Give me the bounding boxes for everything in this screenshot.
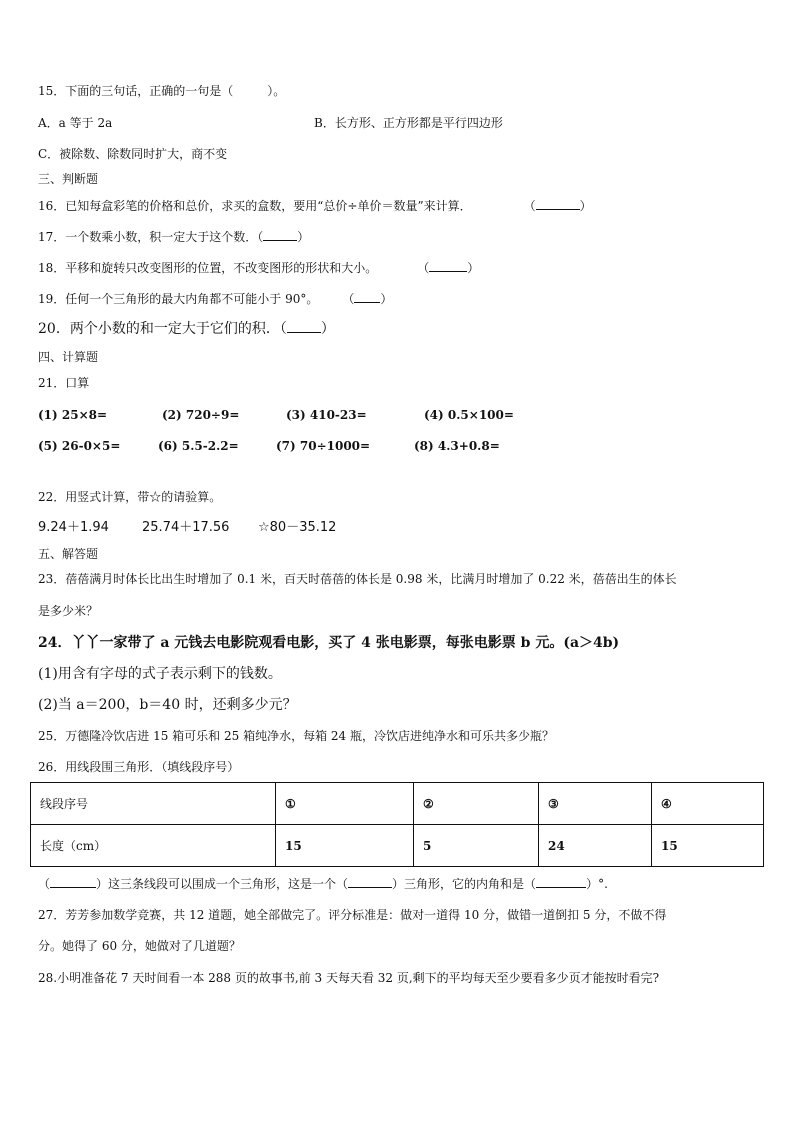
oral-calc-item: (4) 0.5×100= bbox=[424, 408, 514, 422]
vertical-calc-expression: ☆80－35.12 bbox=[258, 520, 337, 535]
vertical-calc-expression: 9.24＋1.94 bbox=[38, 520, 109, 535]
question-15-option-b: B．长方形、正方形都是平行四边形 bbox=[314, 116, 503, 130]
oral-calc-item: (5) 26-0×5= bbox=[38, 439, 121, 453]
section-heading-judgement: 三、判断题 bbox=[38, 172, 99, 186]
question-16: 16．已知每盒彩笔的价格和总价，求买的盒数，要用“总价÷单价＝数量”来计算． （ ） bbox=[38, 199, 592, 213]
answer-blank[interactable] bbox=[50, 876, 96, 888]
answer-blank[interactable] bbox=[536, 876, 586, 888]
question-26-title: 26．用线段围三角形．（填线段序号） bbox=[38, 760, 240, 774]
section-heading-word-problems: 五、解答题 bbox=[38, 547, 99, 561]
question-25: 25．万德隆冷饮店进 15 箱可乐和 25 箱纯净水，每箱 24 瓶，冷饮店进纯净水和可乐共多少瓶？ bbox=[38, 729, 554, 743]
table-header-cell: ① bbox=[276, 783, 414, 825]
question-23-line-2: 是多少米？ bbox=[38, 604, 99, 618]
table-header-cell: 线段序号 bbox=[31, 783, 276, 825]
section-heading-calculation: 四、计算题 bbox=[38, 350, 99, 364]
answer-blank[interactable] bbox=[536, 198, 580, 210]
question-24-part-2: (2)当 a＝200，b＝40 时，还剩多少元？ bbox=[38, 697, 297, 713]
question-28: 28.小明准备花 7 天时间看一本 288 页的故事书,前 3 天每天看 32 页,剩下的平均每天至少要看多少页才能按时看完? bbox=[38, 971, 660, 985]
table-cell: 5 bbox=[414, 825, 539, 867]
oral-calc-item: (6) 5.5-2.2= bbox=[158, 439, 239, 453]
question-15-option-c: C．被除数、除数同时扩大，商不变 bbox=[38, 147, 228, 161]
question-24-line-1: 24．丫丫一家带了 a 元钱去电影院观看电影，买了 4 张电影票，每张电影票 b 元。(a＞4b) bbox=[38, 635, 620, 651]
table-cell: 15 bbox=[276, 825, 414, 867]
question-22-title: 22．用竖式计算，带☆的请验算。 bbox=[38, 490, 222, 504]
question-24-part-1: (1)用含有字母的式子表示剩下的钱数。 bbox=[38, 666, 282, 682]
question-18: 18．平移和旋转只改变图形的位置，不改变图形的形状和大小。 （ ） bbox=[38, 261, 480, 275]
answer-blank[interactable] bbox=[348, 876, 392, 888]
question-27-line-2: 分。她得了 60 分，她做对了几道题？ bbox=[38, 939, 241, 953]
table-header-cell: ③ bbox=[539, 783, 652, 825]
oral-calc-item: (2) 720÷9= bbox=[162, 408, 240, 422]
question-27-line-1: 27．芳芳参加数学竞赛，共 12 道题，她全部做完了。评分标准是：做对一道得 10 分，做错一道倒扣 5 分，不做不得 bbox=[38, 908, 667, 922]
answer-blank[interactable] bbox=[287, 321, 321, 333]
table-cell: 24 bbox=[539, 825, 652, 867]
question-23-line-1: 23．蓓蓓满月时体长比出生时增加了 0.1 米，百天时蓓蓓的体长是 0.98 米，比满月时增加了 0.22 米，蓓蓓出生的体长 bbox=[38, 572, 677, 586]
answer-blank[interactable] bbox=[429, 260, 467, 272]
table-header-cell: ④ bbox=[652, 783, 764, 825]
question-17: 17．一个数乘小数，积一定大于这个数．（ ） bbox=[38, 230, 310, 244]
table-cell: 15 bbox=[652, 825, 764, 867]
answer-blank[interactable] bbox=[263, 229, 297, 241]
segment-table bbox=[30, 782, 764, 867]
oral-calc-item: (8) 4.3+0.8= bbox=[414, 439, 500, 453]
question-15-option-a: A．a 等于 2a bbox=[38, 116, 113, 130]
oral-calc-item: (7) 70÷1000= bbox=[276, 439, 371, 453]
table-row bbox=[31, 783, 764, 825]
vertical-calc-expression: 25.74＋17.56 bbox=[142, 520, 230, 535]
table-cell: 长度（cm） bbox=[31, 825, 276, 867]
question-26-fill: （ ）这三条线段可以围成一个三角形，这是一个（ ）三角形，它的内角和是（ ）°. bbox=[38, 877, 608, 891]
question-19: 19．任何一个三角形的最大内角都不可能小于 90°。 （ ） bbox=[38, 292, 393, 306]
question-15-stem: 15．下面的三句话，正确的一句是（ ）。 bbox=[38, 84, 286, 98]
table-row bbox=[31, 825, 764, 867]
answer-blank[interactable] bbox=[354, 291, 380, 303]
question-20: 20．两个小数的和一定大于它们的积．（ ） bbox=[38, 321, 335, 337]
oral-calc-item: (3) 410-23= bbox=[286, 408, 367, 422]
question-21-title: 21．口算 bbox=[38, 376, 90, 390]
table-header-cell: ② bbox=[414, 783, 539, 825]
oral-calc-item: (1) 25×8= bbox=[38, 408, 108, 422]
